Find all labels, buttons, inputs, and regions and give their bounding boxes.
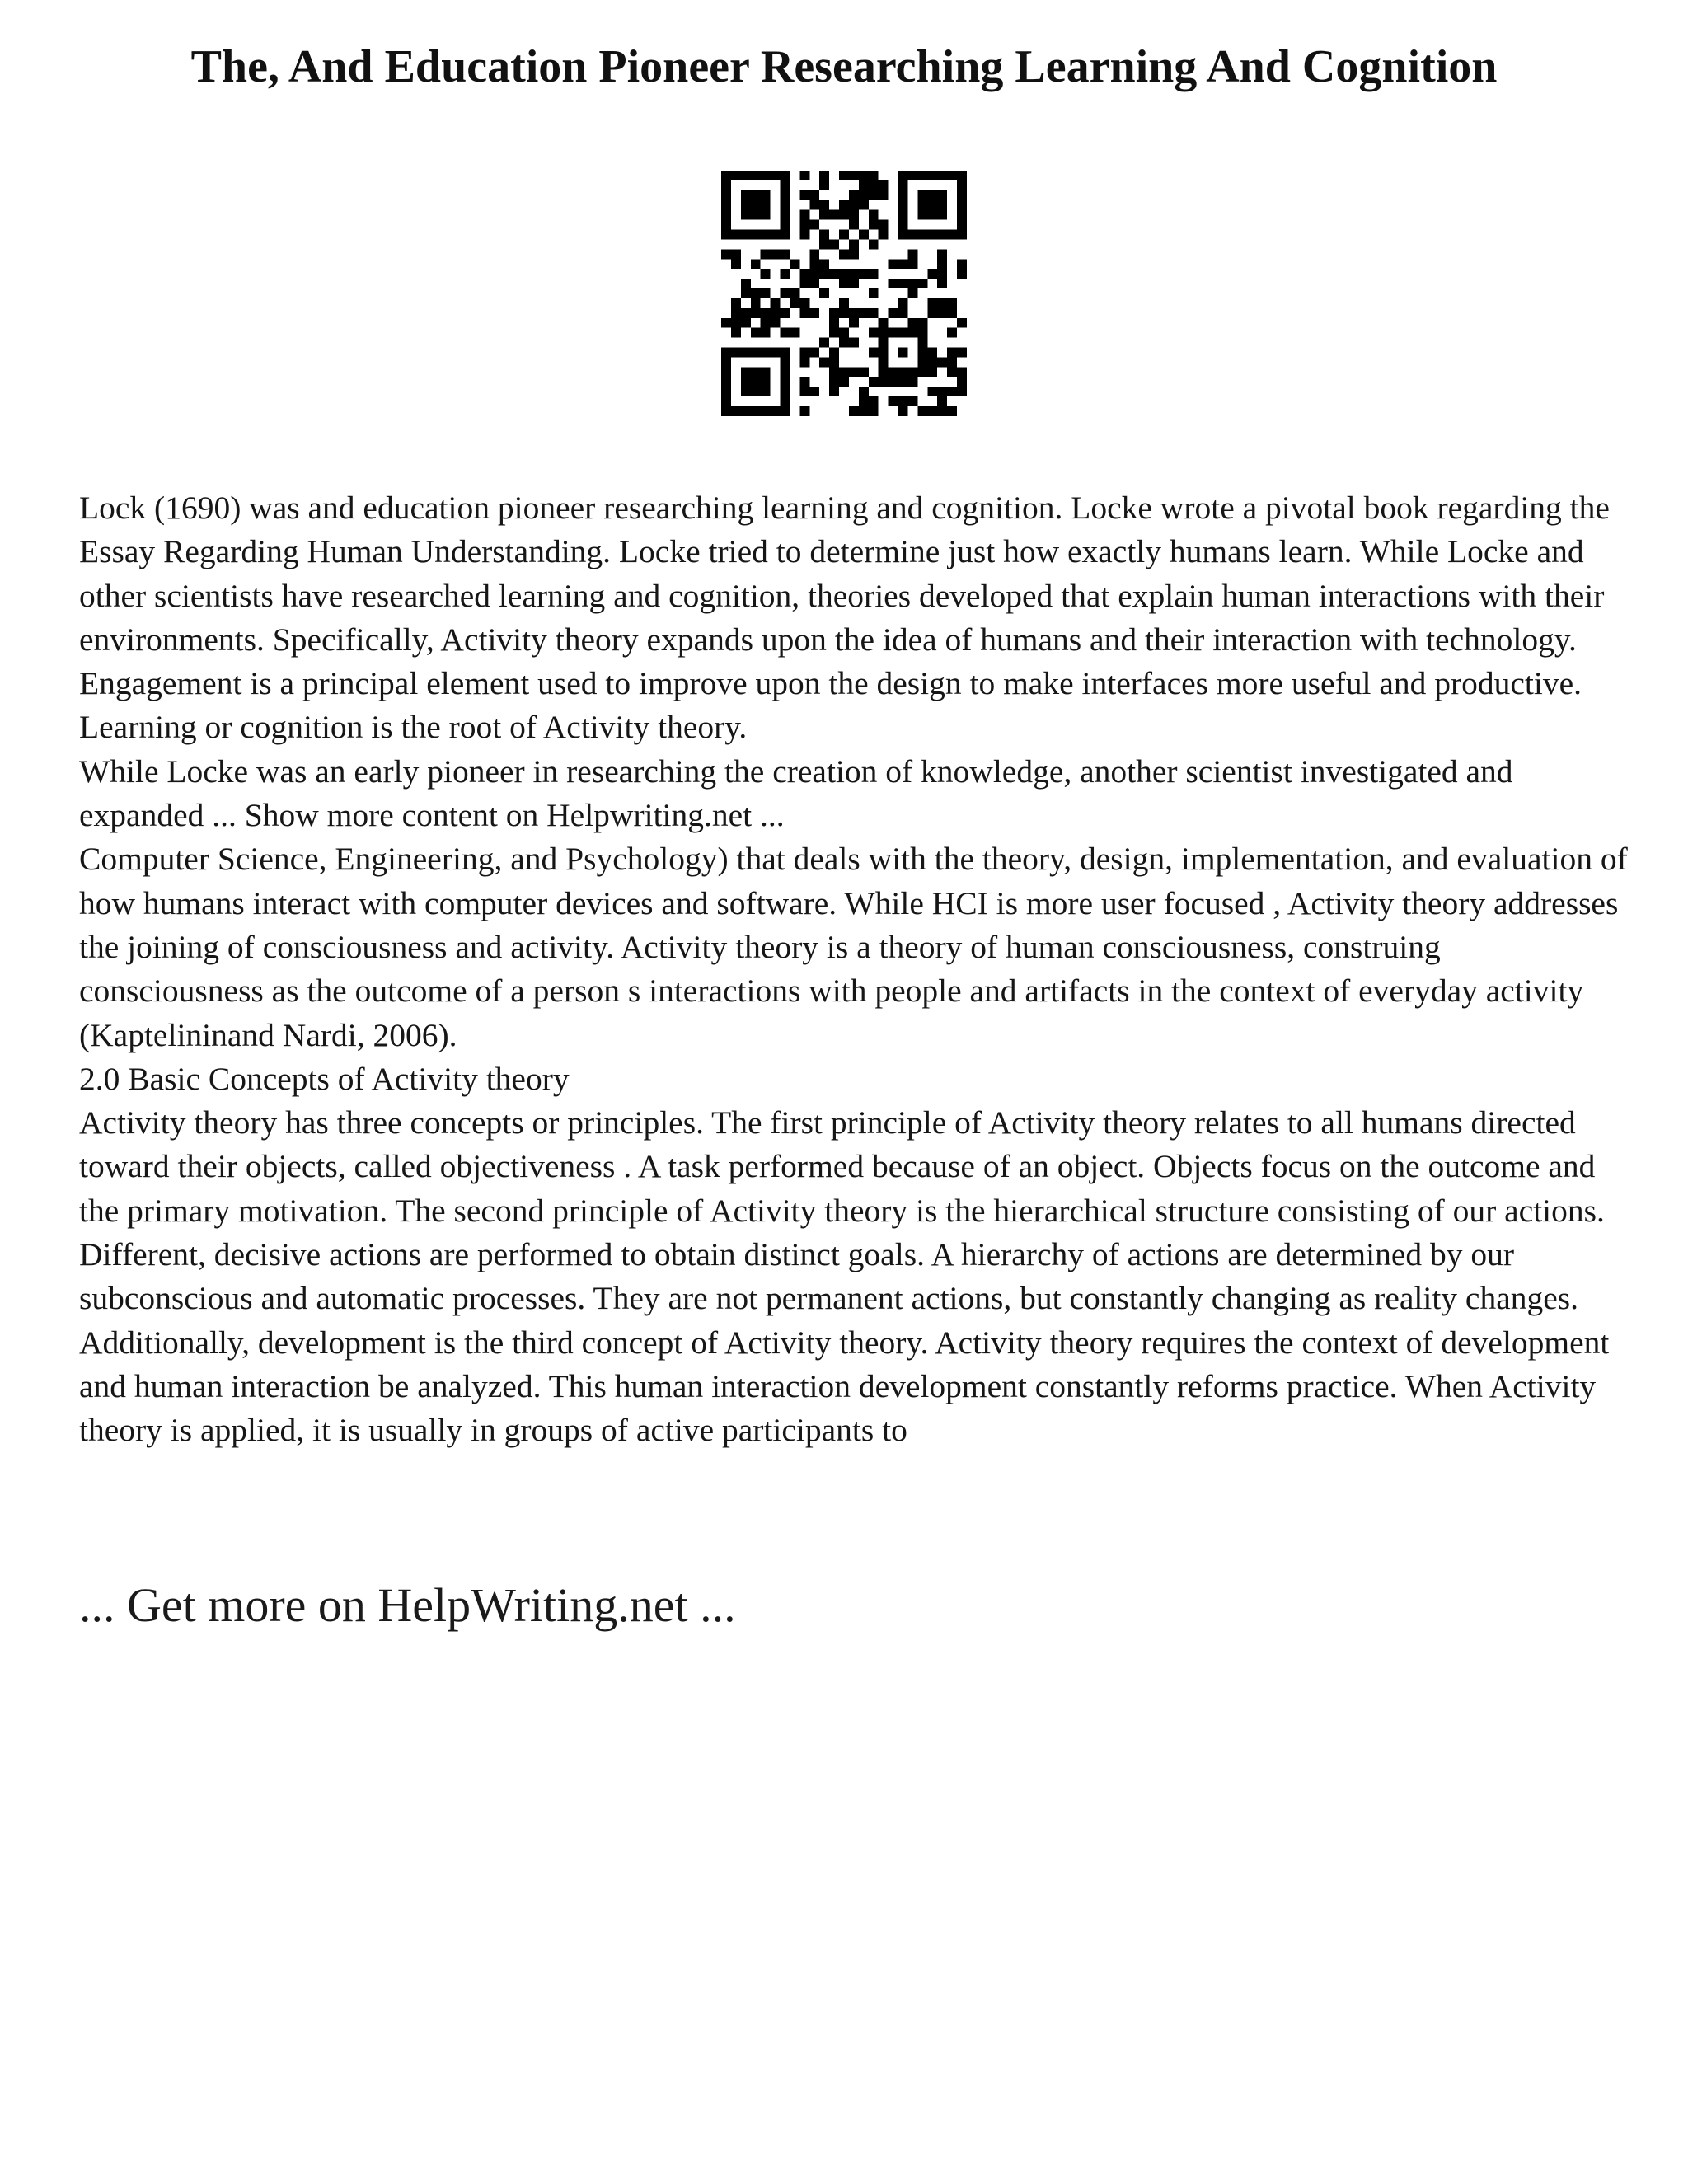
paragraph-locke-pioneer: While Locke was an early pioneer in researching the creation of knowledge, another scientist investigated and expanded ... Show more content on Helpwriting.net ... [79,752,1513,834]
paragraph-hci: Computer Science, Engineering, and Psychology) that deals with the theory, design, implementation, and evaluation of how humans interact with computer devices and software. While HCI is more user focused , Activity theory addresses the joining of consciousness and activity. Activity theory is a theory of human consciousness, construing consciousness as the outcome of a person s interactions with people and artifacts in the context of everyday activity (Kaptelininand Nardi, 2006). [79,841,1628,1053]
paragraph-principles: Activity theory has three concepts or principles. The first principle of Activity theory relates to all humans directed toward their objects, called objectiveness . A task performed because of an object. Objects focus on the outcome and the primary motivation. The second principle of Activity theory is the hierarchical structure consisting of our actions. Different, decisive actions are performed to obtain distinct goals. A hierarchy of actions are determined by our subconscious and automatic processes. They are not permanent actions, but constantly changing as reality changes. Additionally, development is the third concept of Activity theory. Activity theory requires the context of development and human interaction be analyzed. This human interaction development constantly reforms practice. When Activity theory is applied, it is usually in groups of active participants to [79,1104,1610,1449]
section-heading-basic-concepts: 2.0 Basic Concepts of Activity theory [79,1060,570,1097]
page-title: The, And Education Pioneer Researching Learning And Cognition [190,41,1498,92]
qr-code-icon [721,171,967,416]
body-text [79,486,1629,1453]
paragraph-intro: Lock (1690) was and education pioneer researching learning and cognition. Locke wrote a pivotal book regarding the Essay Regarding Human Understanding. Locke tried to determine just how exactly humans learn. While Locke and other scientists have researched learning and cognition, theories developed that explain human interactions with their environments. Specifically, Activity theory expands upon the idea of humans and their interaction with technology. Engagement is a principal element used to improve upon the design to make interfaces more useful and productive. Learning or cognition is the root of Activity theory. [79,490,1610,746]
get-more-link[interactable]: ... Get more on HelpWriting.net ... [79,1578,736,1632]
